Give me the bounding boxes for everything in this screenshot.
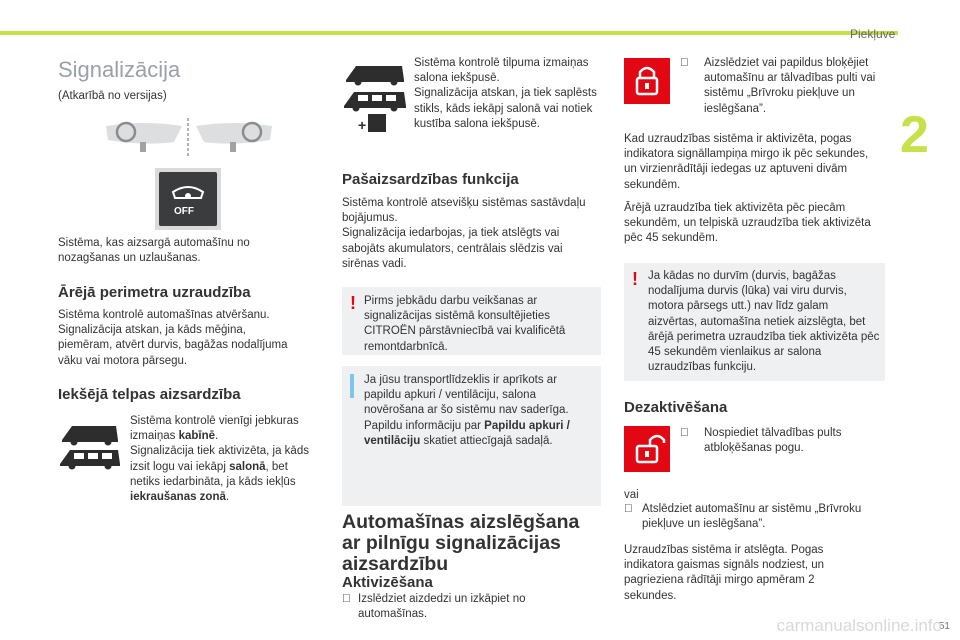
lock-icon	[624, 58, 670, 104]
info-text: Ja jūsu transportlīdzeklis ir aprīkots ar papildu apkuri / ventilāciju, salona novērošana ar šo sistēmu nav saderīga. Papildu informāciju par Papildu apkuri / ventilāciju skatiet attiecīgajā sadaļā.	[364, 374, 570, 447]
page-number: 51	[938, 621, 950, 632]
warning-text-2: Ja kādas no durvīm (durvis, bagāžas nodalījuma durvis (lūka) vai viru durvis, motora pārsegs utt.) nav līdz galam aizvērtas, automašīna netiek aizslēgta, bet ārējā perimetra uzraudzība tiek aktivizēta pēc 45 sekundēm vienlaikus ar salona uzraudzības funkciju.	[648, 270, 880, 374]
off-label: OFF	[174, 206, 194, 217]
locking-heading: Automašīnas aizslēgšana ar pilnīgu signalizācijas aizsardzību	[342, 511, 580, 575]
lock-step: Aizslēdziet vai papildus bloķējiet automašīnu ar tālvadības pulti vai sistēmu „Brīvroku piekļuve un ieslēgšana”.	[704, 57, 876, 115]
watermark: carmanualsonline.info	[776, 616, 942, 635]
page-title: Signalizācija	[58, 57, 181, 82]
self-protection-text: Sistēma kontrolē atsevišķu sistēmas sastāvdaļu bojājumus. Signalizācija iedarbojas, ja tiek atslēgts vai sabojāts akumulators, centrālais slēdzis vai sirēnas vadi.	[342, 197, 586, 270]
volume-text: Sistēma kontrolē tilpuma izmaiņas salona iekšpusē. Signalizācija atskan, ja tiek saplēsts stikls, kāds iekāpj salonā vai notiek kustība salona iekšpusē.	[414, 57, 597, 130]
delay-text: Ārējā uzraudzība tiek aktivizēta pēc piecām sekundēm, un telpiskā uzraudzība tiek aktivizēta pēc 45 sekundēm.	[624, 202, 871, 245]
warning-text: Pirms jebkādu darbu veikšanas ar signalizācijas sistēmā konsultējieties CITROËN pārstāvniecībā vai kvalificētā remontdarbnīcā.	[364, 295, 566, 353]
warning-icon: !	[350, 293, 356, 313]
info-box	[342, 366, 601, 506]
warning-box	[342, 287, 601, 355]
passenger-van-icon	[342, 60, 408, 136]
final-text: Uzraudzības sistēma ir atslēgta. Pogas indikatora gaismas signāls nodziest, un pagrieziena rādītāji mirgo apmēram 2 sekundes.	[624, 544, 825, 602]
self-protection-heading: Pašaizsardzības funkcija	[342, 171, 519, 188]
version-note: (Atkarībā no versijas)	[58, 90, 167, 102]
alarm-off-button-icon	[155, 168, 221, 230]
interior-heading: Iekšējā telpas aizsardzība	[58, 386, 241, 403]
or-text: vai	[624, 489, 639, 501]
interior-text: Sistēma kontrolē vienīgi jebkuras izmaiņas kabīnē. Signalizācija tiek aktivizēta, ja kāds izsit logu vai iekāpj salonā, bet netiks iedarbināta, ja kāds iekļūs iekraušanas zonā.	[130, 415, 309, 504]
section-label: Piekļuve	[850, 27, 896, 41]
van-icon	[58, 420, 122, 470]
warning-icon: !	[632, 269, 638, 289]
chapter-tab-number: 2	[900, 106, 929, 164]
alt-step: Atslēdziet automašīnu ar sistēmu „Brīvroku piekļuve un ieslēgšana”.	[642, 503, 862, 531]
perimeter-heading: Ārējā perimetra uzraudzība	[58, 284, 251, 301]
system-description: Sistēma, kas aizsargā automašīnu no nozagšanas un uzlaušanas.	[58, 237, 250, 265]
header-accent-bar	[0, 31, 898, 35]
activation-step: Izslēdziet aizdedzi un izkāpiet no automašīnas.	[358, 593, 526, 621]
deactivation-heading: Dezaktivēšana	[624, 399, 728, 416]
unlock-icon	[624, 426, 670, 472]
warning-box-2	[624, 263, 885, 381]
info-icon	[350, 374, 354, 398]
activation-heading: Aktivizēšana	[342, 574, 433, 591]
svg-text:+: +	[358, 117, 367, 133]
perimeter-text: Sistēma kontrolē automašīnas atvēršanu. Signalizācija atskan, ja kāds mēģina, piemēram, atvērt durvis, bagāžas nodalījuma vāku vai motora pārsegu.	[58, 309, 288, 367]
indicator-text: Kad uzraudzības sistēma ir aktivizēta, pogas indikatora signāllampiņa mirgo ik pēc sekundes, un virzienrādītāji iedegas uz aptuveni divām sekundēm.	[624, 133, 869, 191]
unlock-step: Nospiediet tālvadības pults atbloķēšanas pogu.	[704, 427, 842, 455]
steering-wheel-icon	[104, 116, 274, 160]
